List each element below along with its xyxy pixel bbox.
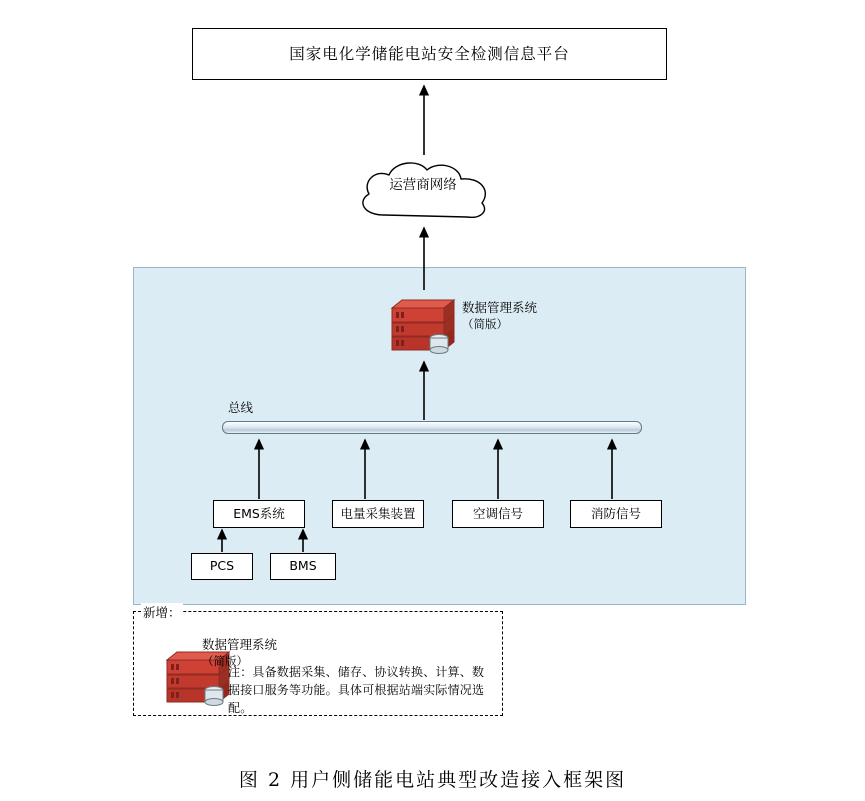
- pcs-label: PCS: [209, 558, 235, 574]
- server-icon: [382, 294, 460, 356]
- meter-label: 电量采集装置: [340, 505, 416, 521]
- platform-box: [192, 28, 667, 80]
- bms-label: BMS: [289, 558, 317, 574]
- server-main-subtitle: （简版）: [462, 316, 508, 331]
- bus-label: 总线: [228, 400, 254, 415]
- ems-box: [213, 500, 305, 528]
- ems-label: EMS系统: [233, 505, 285, 521]
- pcs-box: [191, 553, 253, 580]
- bms-box: [270, 553, 336, 580]
- legend-title: 数据管理系统: [202, 637, 278, 652]
- bus-bar: [222, 421, 642, 434]
- cloud-label: 运营商网络: [389, 177, 457, 193]
- cloud-icon: [349, 157, 497, 225]
- legend-tag: 新增：: [143, 605, 181, 620]
- legend-subtitle: （简版）: [202, 653, 248, 668]
- legend-note-text: 注：具备数据采集、储存、协议转换、计算、数据接口服务等功能。具体可根据站端实际情况选配。: [228, 665, 485, 715]
- fire-label: 消防信号: [590, 505, 641, 521]
- server-main-label: [462, 300, 537, 332]
- platform-label: 国家电化学储能电站安全检测信息平台: [289, 44, 570, 63]
- figure-caption: 图 2 用户侧储能电站典型改造接入框架图: [238, 769, 627, 791]
- fire-box: [570, 500, 662, 528]
- meter-box: [332, 500, 424, 528]
- hvac-label: 空调信号: [472, 505, 523, 521]
- hvac-box: [452, 500, 544, 528]
- server-main-title: 数据管理系统: [462, 300, 538, 315]
